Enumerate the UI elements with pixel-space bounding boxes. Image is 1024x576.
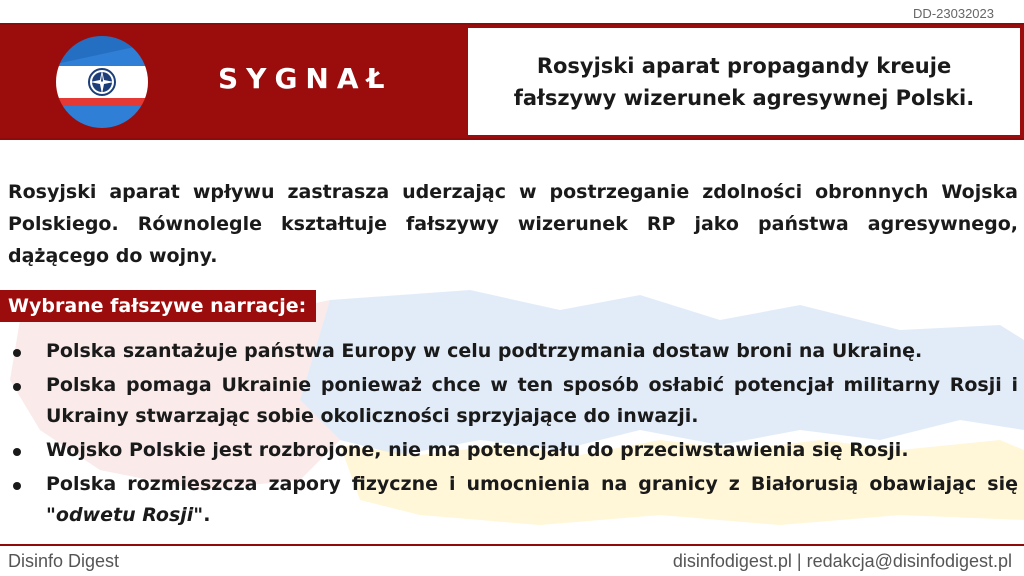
narrative-text-emphasis: odwetu Rosji <box>55 504 194 526</box>
bullet-icon <box>13 383 21 391</box>
list-item <box>8 370 1018 432</box>
list-item <box>8 435 1018 466</box>
intro-paragraph: Rosyjski aparat wpływu zastrasza uderzając w postrzeganie zdolności obronnych Wojska Polskiego. Równolegle kształtuje fałszywy wizerunek RP jako państwa agresywnego, dążącego do wojny. <box>8 181 1018 267</box>
narrative-text-prefix: Polska rozmieszcza zapory fizyczne i umocnienia na granicy z Białorusią obawiając się " <box>46 473 1018 526</box>
narratives-list <box>8 336 1018 534</box>
narrative-text: Wojsko Polskie jest rozbrojone, nie ma potencjału do przeciwstawienia się Rosji. <box>46 439 909 461</box>
bullet-icon <box>13 448 21 456</box>
list-item <box>8 469 1018 531</box>
narratives-label: Wybrane fałszywe narracje: <box>0 290 316 322</box>
narrative-text-suffix: ". <box>193 504 211 526</box>
headline-box <box>468 28 1020 135</box>
document-id: DD-23032023 <box>913 6 994 21</box>
bullet-icon <box>13 482 21 490</box>
footer-publisher: Disinfo Digest <box>8 551 120 571</box>
list-item <box>8 336 1018 367</box>
narrative-text: Polska szantażuje państwa Europy w celu podtrzymania dostaw broni na Ukrainę. <box>46 340 923 362</box>
nato-logo-icon <box>56 36 148 128</box>
bullet-icon <box>13 349 21 357</box>
footer-divider <box>0 544 1024 546</box>
footer-contact: disinfodigest.pl | redakcja@disinfodigest.pl <box>672 551 1012 571</box>
brand-name: SYGNAŁ <box>218 62 393 95</box>
header-divider <box>0 138 1024 140</box>
headline: Rosyjski aparat propagandy kreuje fałszywy wizerunek agresywnej Polski. <box>513 53 975 110</box>
header-banner <box>0 25 1024 138</box>
narrative-text: Polska pomaga Ukrainie ponieważ chce w ten sposób osłabić potencjał militarny Rosji i Ukrainy stwarzając sobie okoliczności sprzyjające do inwazji. <box>46 374 1018 427</box>
